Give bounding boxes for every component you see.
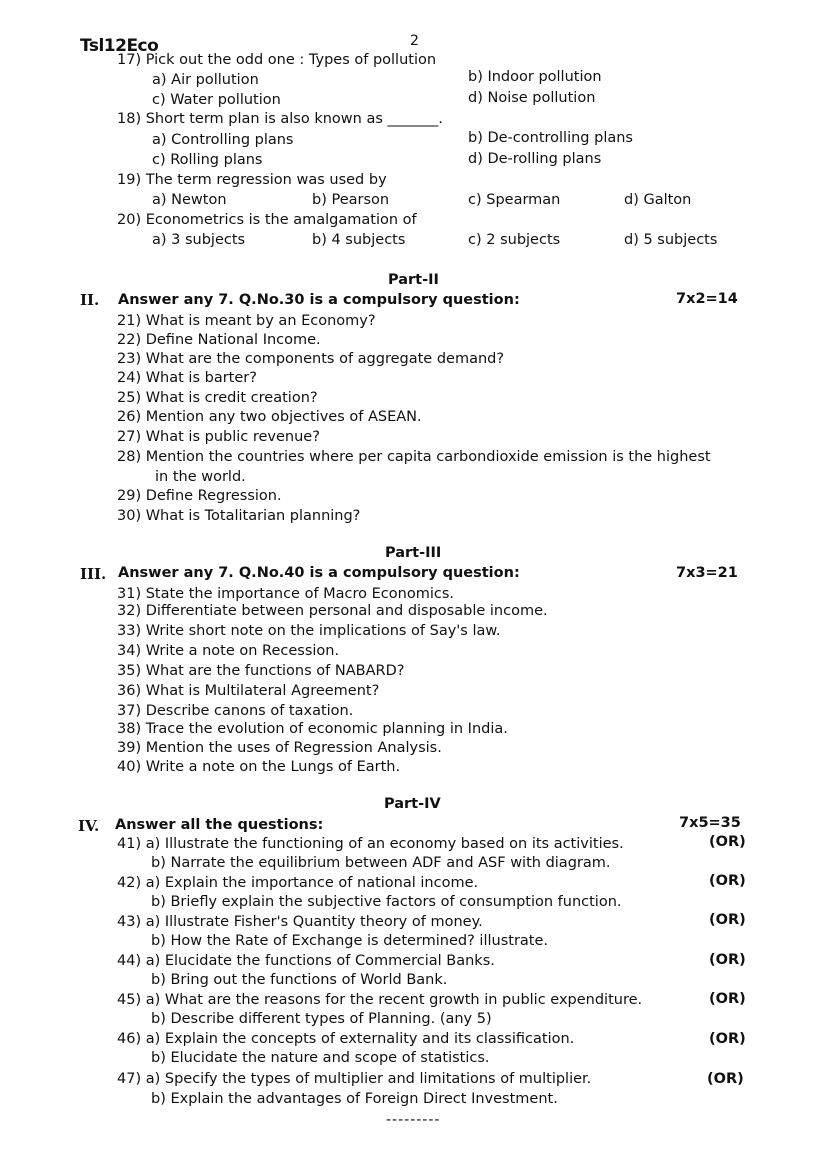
or-label: (OR) [709,912,746,928]
part-3-title: Part-III [385,545,442,561]
question-18 [117,110,443,128]
question-number: 18) [117,111,142,127]
question-number: 19) [117,172,142,188]
question-26: 26) Mention any two objectives of ASEAN. [117,409,422,425]
option-c: c) Water pollution [152,92,281,108]
question-19 [117,171,387,189]
end-of-paper-mark: --------- [386,1112,441,1128]
question-29: 29) Define Regression. [117,488,282,504]
section-4-numeral: IV. [78,817,100,835]
question-text: Pick out the odd one : Types of pollution [145,52,437,68]
option-a: a) Newton [152,192,227,208]
part-4-title: Part-IV [384,796,441,812]
question-text: Short term plan is also known as _______. [145,111,443,127]
option-c: c) Rolling plans [152,152,263,168]
part-2-instruction: Answer any 7. Q.No.30 is a compulsory question: [118,292,520,308]
question-20 [117,211,417,229]
option-a: a) 3 subjects [152,232,246,248]
question-46-a: 46) a) Explain the concepts of externality and its classification. [117,1031,575,1047]
option-d: d) Noise pollution [468,90,596,106]
or-label: (OR) [709,834,746,850]
question-45-b: b) Describe different types of Planning. (any 5) [151,1011,492,1027]
question-32: 32) Differentiate between personal and disposable income. [117,603,548,619]
or-label: (OR) [709,1031,746,1047]
question-45-a: 45) a) What are the reasons for the recent growth in public expenditure. [117,992,643,1008]
question-21: 21) What is meant by an Economy? [117,313,376,329]
option-b: b) De-controlling plans [468,130,633,146]
question-47-b: b) Explain the advantages of Foreign Direct Investment. [151,1091,558,1107]
option-c: c) 2 subjects [468,232,561,248]
question-46-b: b) Elucidate the nature and scope of statistics. [151,1050,490,1066]
or-label: (OR) [709,952,746,968]
question-24: 24) What is barter? [117,370,257,386]
option-d: d) 5 subjects [624,232,718,248]
option-d: d) De-rolling plans [468,151,602,167]
or-label: (OR) [707,1071,744,1087]
question-47-a: 47) a) Specify the types of multiplier and limitations of multiplier. [117,1071,592,1087]
option-d: d) Galton [624,192,692,208]
option-a: a) Controlling plans [152,132,294,148]
question-text: The term regression was used by [145,172,387,188]
question-28-continued: in the world. [155,469,246,485]
question-number: 17) [117,52,142,68]
part-3-marks: 7x3=21 [676,565,738,581]
question-43-a: 43) a) Illustrate Fisher's Quantity theory of money. [117,914,483,930]
option-b: b) 4 subjects [312,232,406,248]
question-31: 31) State the importance of Macro Economics. [117,586,454,602]
page-number: 2 [410,33,419,49]
question-30: 30) What is Totalitarian planning? [117,508,361,524]
question-42-a: 42) a) Explain the importance of national income. [117,875,479,891]
question-41-b: b) Narrate the equilibrium between ADF and ASF with diagram. [151,855,611,871]
question-38: 38) Trace the evolution of economic planning in India. [117,721,508,737]
question-number: 20) [117,212,142,228]
question-33: 33) Write short note on the implications of Say's law. [117,623,501,639]
question-36: 36) What is Multilateral Agreement? [117,683,380,699]
option-a: a) Air pollution [152,72,259,88]
part-2-title: Part-II [388,272,439,288]
question-43-b: b) How the Rate of Exchange is determined? illustrate. [151,933,549,949]
question-17 [117,51,436,69]
question-35: 35) What are the functions of NABARD? [117,663,405,679]
paper-code: Tsl12Eco [80,36,159,56]
section-3-numeral: III. [80,565,107,583]
part-3-instruction: Answer any 7. Q.No.40 is a compulsory question: [118,565,520,581]
part-2-marks: 7x2=14 [676,291,738,307]
part-4-marks: 7x5=35 [679,815,741,831]
question-23: 23) What are the components of aggregate demand? [117,351,505,367]
question-27: 27) What is public revenue? [117,429,320,445]
question-41-a: 41) a) Illustrate the functioning of an economy based on its activities. [117,836,624,852]
option-c: c) Spearman [468,192,561,208]
part-4-instruction: Answer all the questions: [115,817,324,833]
section-2-numeral: II. [80,291,100,309]
or-label: (OR) [709,873,746,889]
question-25: 25) What is credit creation? [117,390,318,406]
question-22: 22) Define National Income. [117,332,321,348]
question-44-a: 44) a) Elucidate the functions of Commercial Banks. [117,953,495,969]
question-44-b: b) Bring out the functions of World Bank. [151,972,448,988]
question-34: 34) Write a note on Recession. [117,643,340,659]
question-text: Econometrics is the amalgamation of [145,212,417,228]
question-40: 40) Write a note on the Lungs of Earth. [117,759,401,775]
question-28: 28) Mention the countries where per capita carbondioxide emission is the highest [117,449,711,465]
question-39: 39) Mention the uses of Regression Analysis. [117,740,442,756]
option-b: b) Pearson [312,192,390,208]
or-label: (OR) [709,991,746,1007]
question-37: 37) Describe canons of taxation. [117,703,354,719]
option-b: b) Indoor pollution [468,69,602,85]
question-42-b: b) Briefly explain the subjective factors of consumption function. [151,894,622,910]
